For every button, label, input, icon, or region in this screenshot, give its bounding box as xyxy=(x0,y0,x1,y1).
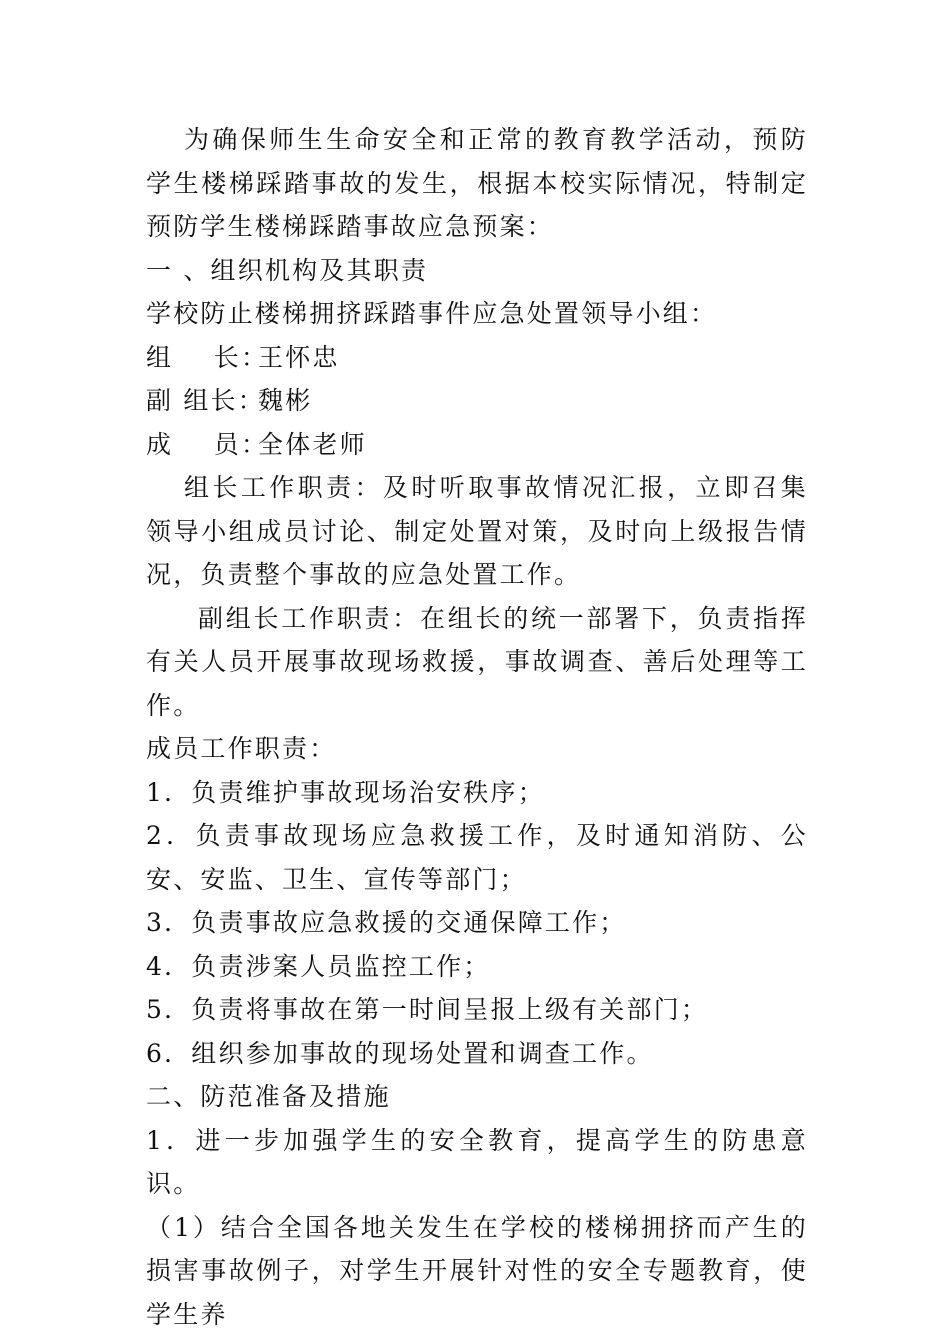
deputy-line xyxy=(146,379,808,423)
document-body xyxy=(146,118,808,1336)
member-duty-item-2: 2．负责事故现场应急救援工作，及时通知消防、公安、安监、卫生、宣传等部门； xyxy=(146,821,808,894)
member-duty-title: 成员工作职责： xyxy=(146,734,337,763)
group-title: 学校防止楼梯拥挤踩踏事件应急处置领导小组： xyxy=(146,299,718,328)
intro-paragraph: 为确保师生生命安全和正常的教育教学活动，预防学生楼梯踩踏事故的发生，根据本校实际情况，特制定预防学生楼梯踩踏事故应急预案： xyxy=(146,125,808,241)
leader-name: 王怀忠 xyxy=(258,342,340,372)
member-duty-item-1: 1．负责维护事故现场治安秩序； xyxy=(146,777,545,807)
deputy-duty-paragraph: 副组长工作职责：在组长的统一部署下，负责指挥有关人员开展事故现场救援，事故调查、善后处理等工作。 xyxy=(146,603,808,720)
member-duty-item-6: 6．组织参加事故的现场处置和调查工作。 xyxy=(146,1038,654,1068)
measure-1: 1．进一步加强学生的安全教育，提高学生的防患意识。 xyxy=(146,1125,808,1198)
leader-role: 组 长： xyxy=(146,342,269,372)
measure-1-1: （1）结合全国各地关发生在学校的楼梯拥挤而产生的损害事故例子，对学生开展针对性的安全专题教育，使学生养 xyxy=(146,1212,808,1329)
section-heading-1: 一 、组织机构及其职责 xyxy=(146,255,429,285)
members-line xyxy=(146,423,808,467)
deputy-name: 魏彬 xyxy=(258,386,313,415)
member-duty-item-5: 5．负责将事故在第一时间呈报上级有关部门； xyxy=(146,995,709,1024)
member-duty-item-3: 3．负责事故应急救援的交通保障工作； xyxy=(146,908,627,937)
deputy-role: 副 组长： xyxy=(146,386,265,415)
members-role: 成 员： xyxy=(146,429,269,459)
members-name: 全体老师 xyxy=(258,429,367,459)
member-duty-item-4: 4．负责涉案人员监控工作； xyxy=(146,951,491,981)
section-heading-2: 二、防范准备及措施 xyxy=(146,1082,391,1111)
leader-line xyxy=(146,336,808,380)
leader-duty-paragraph: 组长工作职责：及时听取事故情况汇报，立即召集领导小组成员讨论、制定处置对策，及时向上级报告情况，负责整个事故的应急处置工作。 xyxy=(146,473,808,589)
